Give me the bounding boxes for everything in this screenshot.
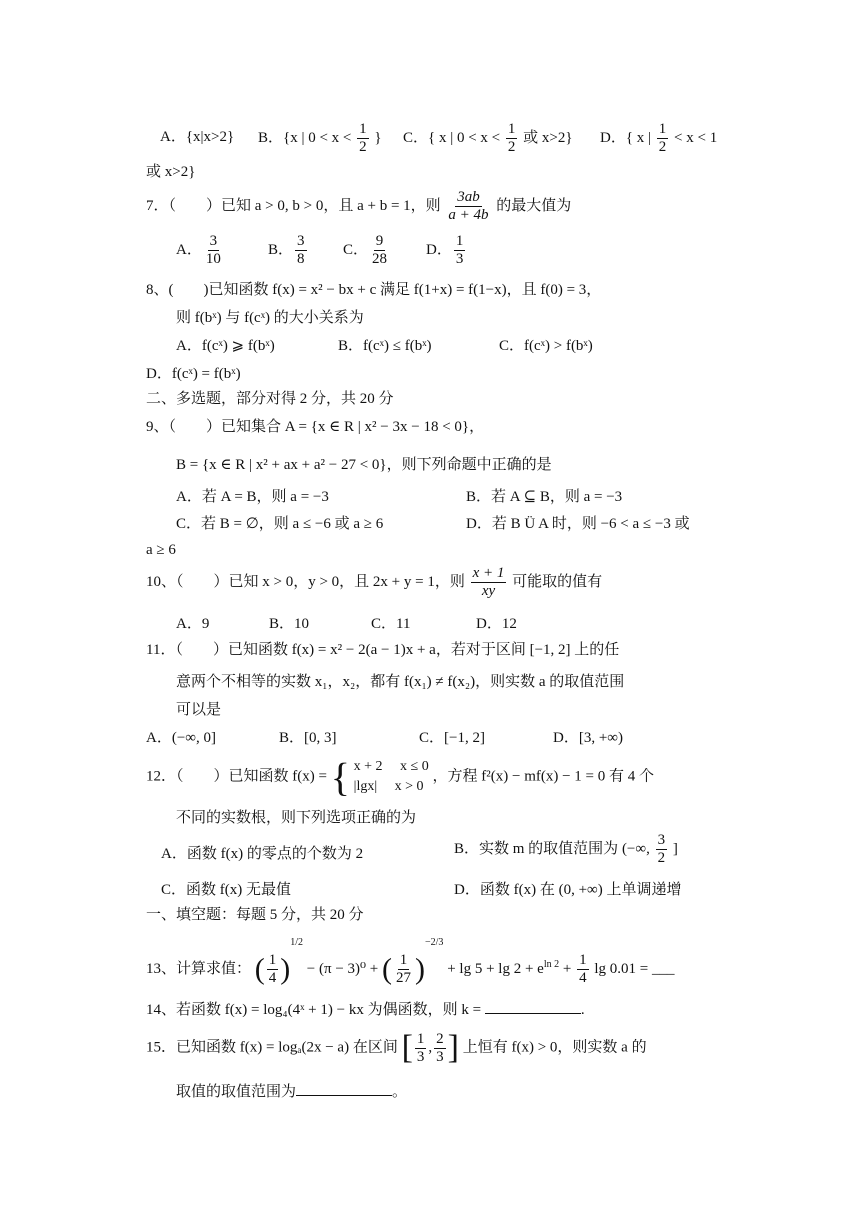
q7-option-a: A． $\frac{3}{10}$: [176, 233, 221, 267]
q11-option-c: C．[−1, 2]: [419, 730, 485, 746]
q6-option-c: C．{ x | 0 < x < $\frac{1}{2}$ 或 x>2}: [403, 121, 573, 155]
q10-option-c: C．11: [371, 616, 411, 632]
fraction: $\frac{1}{4}$: [268, 952, 277, 987]
q11-stem-3: 可以是: [176, 702, 222, 718]
q11-stem: 11．（ ）已知函数 f(x) = x² − 2(a − 1)x + a，若对于区间 [−1, 2] 上的任: [146, 642, 620, 658]
answer-blank[interactable]: [296, 1083, 392, 1096]
fraction: $\frac{2}{3}$: [436, 1030, 444, 1065]
q10-option-b: B．10: [269, 616, 310, 632]
q6-option-d-continued: 或 x>2}: [146, 164, 196, 180]
q9-stem-2: B = {x ∈ R | x² + ax + a² − 27 < 0}，则下列命题中正确的是: [176, 457, 552, 473]
fraction: $\frac{1}{2}$: [658, 121, 667, 155]
fraction: $\frac{3}{8}$: [297, 233, 305, 267]
section-heading-fill-blank: 一、填空题：每题 5 分，共 20 分: [146, 907, 364, 923]
q6-option-d: D．{ x | $\frac{1}{2}$ < x < 1: [600, 121, 718, 155]
q6-option-b: B．{x | 0 < x < $\frac{1}{2}$ }: [258, 121, 382, 155]
fraction: $\frac{3ab}{a + 4b}$: [448, 189, 489, 223]
q9-stem: 9、（ ）已知集合 A = {x ∈ R | x² − 3x − 18 < 0}，: [146, 419, 485, 435]
q7-option-d: D． $\frac{1}{3}$: [426, 233, 464, 267]
q9-option-b: B．若 A ⊆ B，则 a = −3: [466, 489, 623, 505]
q6-option-a: A．{x|x>2}: [160, 129, 235, 145]
fraction: $\frac{1}{3}$: [455, 233, 464, 267]
answer-blank[interactable]: [485, 1001, 581, 1014]
q13-expression: 13、计算求值： ( $\frac{1}{4}$ )$^{1/2}$ − (π − 3)⁰ + ( $\frac{1}{27}$ )$^{-2/3} + \lg 5 + \lg 2 + e^{ln 2}$ + $\frac{1}{4}$ lg 0.01 = ___: [146, 937, 675, 987]
q9-option-a: A．若 A = B，则 a = −3: [176, 489, 329, 505]
q9-option-d: D．若 B Ü A 时，则 −6 < a ≤ −3 或: [466, 516, 690, 532]
fraction: $\frac{x + 1}{xy}$: [472, 565, 505, 599]
piecewise-cases: x + 2 x ≤ 0 |lgx| x > 0: [353, 759, 429, 795]
q7-stem: 7．（ ）已知 a > 0, b > 0，且 a + b = 1，则 $\frac{3ab}{a + 4b}$ 的最大值为: [146, 189, 572, 223]
q10-stem: 10、（ ）已知 x > 0，y > 0，且 2x + y = 1，则 $\frac{x + 1}{xy}$ 可能取的值有: [146, 565, 603, 599]
q8-stem: 8、( )已知函数 f(x) = x² − bx + c 满足 f(1+x) = f(1−x)，且 f(0) = 3，: [146, 282, 602, 298]
fraction: $\frac{3}{10}$: [205, 233, 221, 267]
q8-option-a: A．f(cˣ) ⩾ f(bˣ): [176, 338, 275, 354]
q8-option-c: C．f(cˣ) > f(bˣ): [499, 338, 593, 354]
q12-option-b: B．实数 m 的取值范围为 (−∞, $\frac{3}{2}$ ]: [454, 832, 678, 866]
fraction: $\frac{1}{2}$: [507, 121, 516, 155]
q15-stem: 15．已知函数 f(x) = logₐ(2x − a) 在区间 [ $\frac{1}{3}$ , $\frac{2}{3}$ ] 上恒有 f(x) > 0，则实数 a 的: [146, 1029, 647, 1066]
q14-stem: 14、若函数 f(x) = log₄(4ˣ + 1) − kx 为偶函数，则 k = .: [146, 1002, 585, 1018]
q10-option-a: A．9: [176, 616, 210, 632]
q15-stem-2: 取值的取值范围为 。: [176, 1084, 408, 1100]
fraction: $\frac{3}{2}$: [657, 832, 666, 866]
q7-option-c: C． $\frac{9}{28}$: [343, 233, 388, 267]
q9-option-c: C．若 B = ∅，则 a ≤ −6 或 a ≥ 6: [176, 516, 384, 532]
q12-option-a: A．函数 f(x) 的零点的个数为 2: [161, 846, 364, 862]
fraction: $\frac{9}{28}$: [372, 233, 388, 267]
q10-option-d: D．12: [476, 616, 517, 632]
fraction: $\frac{1}{27}$: [396, 952, 412, 987]
section-heading-multiple-choice: 二、多选题，部分对得 2 分，共 20 分: [146, 391, 394, 407]
q12-stem: 12．（ ）已知函数 f(x) = { x + 2 x ≤ 0 |lgx| x > 0 ，方程 f²(x) − mf(x) − 1 = 0 有 4 个: [146, 754, 655, 800]
q11-stem-2: 意两个不相等的实数 x₁，x₂，都有 f(x₁) ≠ f(x₂)，则实数 a 的取值范围: [176, 674, 625, 690]
q11-option-b: B．[0, 3]: [279, 730, 337, 746]
q12-option-c: C．函数 f(x) 无最值: [161, 882, 291, 898]
q8-option-b: B．f(cˣ) ≤ f(bˣ): [338, 338, 432, 354]
q11-option-d: D．[3, +∞): [553, 730, 623, 746]
q11-option-a: A．(−∞, 0]: [146, 730, 216, 746]
q12-option-d: D．函数 f(x) 在 (0, +∞) 上单调递增: [454, 882, 682, 898]
q8-stem-2: 则 f(bˣ) 与 f(cˣ) 的大小关系为: [176, 310, 364, 326]
q9-option-d-continued: a ≥ 6: [146, 542, 176, 558]
q12-stem-2: 不同的实数根，则下列选项正确的为: [176, 810, 417, 826]
fraction: $\frac{1}{2}$: [359, 121, 367, 155]
q8-option-d: D．f(cˣ) = f(bˣ): [146, 366, 241, 382]
q7-option-b: B． $\frac{3}{8}$: [268, 233, 305, 267]
fraction: $\frac{1}{3}$: [416, 1030, 425, 1065]
piecewise-brace: {: [330, 754, 350, 800]
fraction: $\frac{1}{4}$: [579, 952, 587, 987]
